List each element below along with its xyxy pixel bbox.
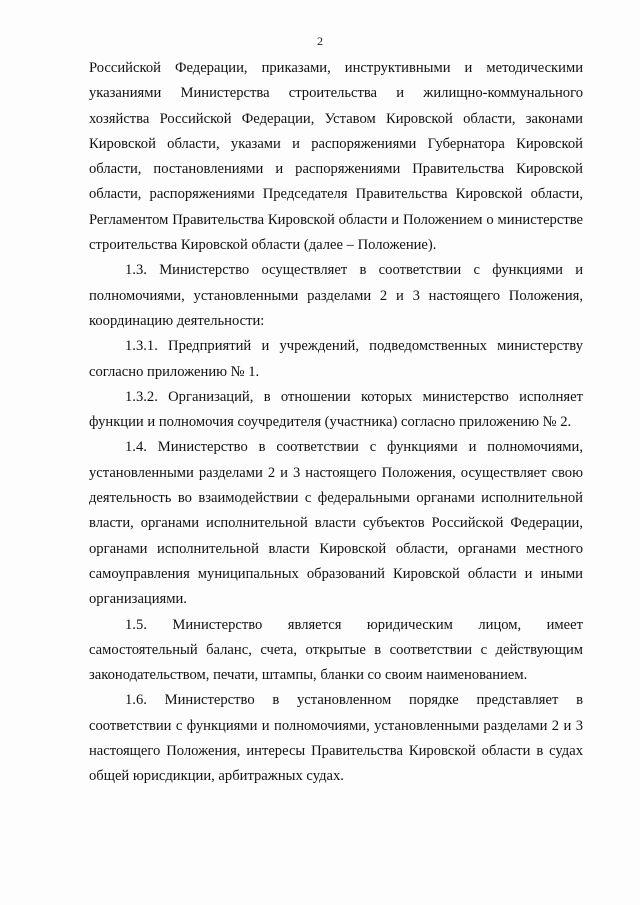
paragraph-1-5: 1.5. Министерство является юридическим лицом, имеет самостоятельный баланс, счета, открытые в соответствии с действующим законодательством, печати, штампы, бланки со своим наименованием. xyxy=(89,616,583,684)
document-body xyxy=(89,56,583,790)
paragraph-1-6: 1.6. Министерство в установленном порядке представляет в соответствии с функциями и полномочиями, установленными разделами 2 и 3 настоящего Положения, интересы Правительства Кировской области в судах общей юрисдикции, арбитражных судах. xyxy=(89,692,583,785)
paragraph-1-3: 1.3. Министерство осуществляет в соответствии с функциями и полномочиями, установленными разделами 2 и 3 настоящего Положения, координацию деятельности: xyxy=(89,262,583,329)
paragraph-1-3-2: 1.3.2. Организаций, в отношении которых министерство исполняет функции и полномочия соучредителя (участника) согласно приложению № 2. xyxy=(89,388,583,431)
paragraph-1-3-1: 1.3.1. Предприятий и учреждений, подведомственных министерству согласно приложению № 1. xyxy=(89,338,583,380)
page-number: 2 xyxy=(317,34,323,48)
paragraph-continuation: Российской Федерации, приказами, инструктивными и методическими указаниями Министерства строительства и жилищно-коммунального хозяйства Российской Федерации, Уставом Кировской области, законами Кировской области, указами и распоряжениями Губернатора Кировской области, постановлениями и распоряжениями Правительства Кировской области, распоряжениями Председателя Правительства Кировской области, Регламентом Правительства Кировской области и Положением о министерстве строительства Кировской области (далее – Положение). xyxy=(89,60,583,254)
paragraph-1-4: 1.4. Министерство в соответствии с функциями и полномочиями, установленными разделами 2 и 3 настоящего Положения, осуществляет свою деятельность во взаимодействии с федеральными органами исполнительной власти, органами исполнительной власти субъектов Российской Федерации, органами исполнительной власти Кировской области, органами местного самоуправления муниципальных образований Кировской области и иными организациями. xyxy=(89,439,583,608)
